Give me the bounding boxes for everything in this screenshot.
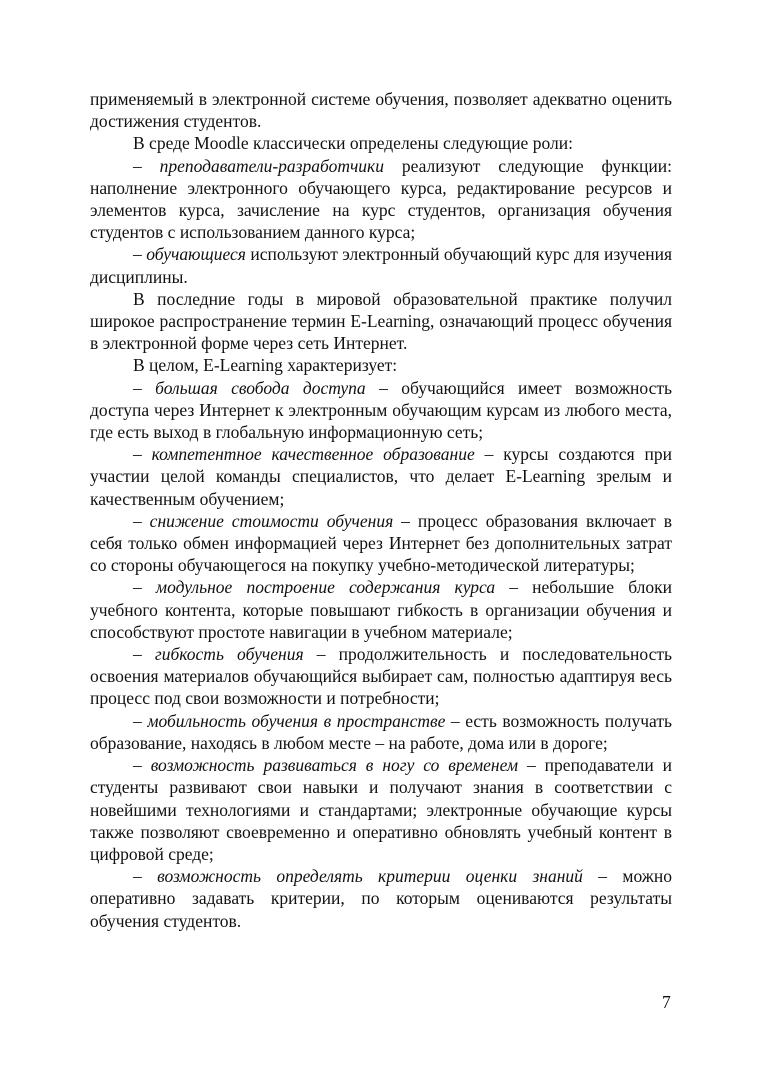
italic-term: мобильность обучения в пространстве [147,710,446,731]
text-run: – обучающийся имеет возможность доступа через Интернет к электронным обучающим курсам из любого места, где есть выход в глобальную информационную сеть; [90,377,672,443]
italic-term: возможность развиваться в ногу со временем [150,755,519,776]
text-run: – курсы создаются при участии целой команды специалистов, что делает E-Learning зрелым и качественным обучением; [90,444,672,509]
paragraph [90,88,672,132]
body-text [90,88,672,932]
text-run: В целом, E-Learning характеризует: [133,355,398,376]
paragraph [90,443,672,510]
paragraph [90,865,672,932]
text-run: В среде Moodle классически определены следующие роли: [133,133,573,154]
text-run: – есть возможность получать образование, находясь в любом месте – на работе, дома или в дороге; [90,710,672,753]
text-run: используют электронный обучающий курс для изучения дисциплины. [90,244,672,287]
text-run: – [133,510,150,531]
text-run: – преподаватели и студенты развивают свои навыки и получают знания в соответствии с новейшими технологиями и стандартами; электронные обучающие курсы также позволяют своевременно и оперативно обновлять учебный контент в цифровой среде; [90,755,673,864]
text-run: применяемый в электронной системе обучения, позволяет адекватно оценить достижения студентов. [90,89,672,132]
paragraph [90,354,672,376]
italic-term: обучающиеся [146,244,246,265]
text-run: реализуют следующие функции: наполнение электронного обучающего курса, редактирование ресурсов и элементов курса, зачисление на курс студентов, организация обучения студентов с использованием данного курса; [90,155,673,243]
text-run: – небольшие блоки учебного контента, которые повышают гибкость в организации обучения и способствуют простоте навигации в учебном материале; [90,577,673,642]
italic-term: преподаватели-разработчики [159,155,384,176]
page-number: 7 [662,992,671,1012]
italic-term: возможность определять критерии оценки знаний [157,866,583,887]
italic-term: снижение стоимости обучения [149,510,394,531]
text-run: – процесс образования включает в себя только обмен информацией через Интернет без дополнительных затрат со стороны обучающегося на покупку учебно-методической литературы; [90,510,673,576]
text-run: – [133,377,156,398]
paragraph [90,510,672,577]
italic-term: большая свобода доступа [155,377,366,398]
paragraph [90,155,672,244]
paragraph [90,643,672,710]
text-run: – можно оперативно задавать критерии, по которым оцениваются результаты обучения студентов. [90,866,672,931]
text-run: – продолжительность и последовательность освоения материалов обучающийся выбирает сам, полностью адаптируя весь процесс под свои возможности и потребности; [90,644,672,709]
paragraph [90,377,672,444]
italic-term: компетентное качественное образование [151,444,475,465]
paragraph [90,710,672,754]
italic-term: модульное построение содержания курса [155,577,496,598]
text-run: – [133,866,158,887]
text-run: – [133,444,152,465]
text-run: В последние годы в мировой образовательной практике получил широкое распространение термин E-Learning, означающий процесс обучения в электронной форме через сеть Интернет. [90,288,672,354]
paragraph [90,132,672,154]
text-run: – [133,755,151,776]
italic-term: гибкость обучения [154,644,304,665]
paragraph [90,576,672,643]
text-run: – [133,577,156,598]
text-run: – [133,244,147,265]
paragraph [90,243,672,287]
text-run: – [133,710,148,731]
paragraph [90,288,672,355]
text-run: – [133,644,155,665]
paragraph [90,754,672,865]
text-run: – [133,155,160,176]
